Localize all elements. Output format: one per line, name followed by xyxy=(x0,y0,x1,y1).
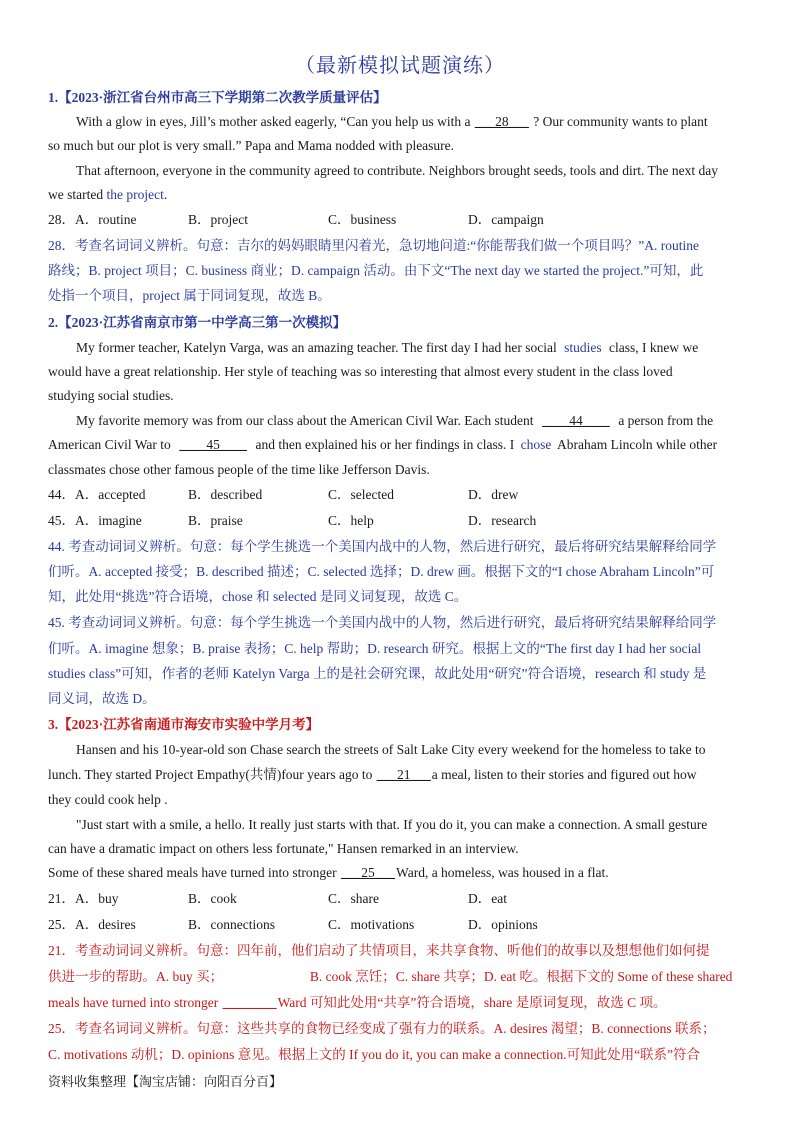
footer-note: 资料收集整理【淘宝店铺：向阳百分百】 xyxy=(48,1074,283,1089)
highlighted-word: chose xyxy=(520,437,552,452)
q1-passage-line: That afternoon, everyone in the community agreed to contribute. Neighbors brought seeds, tools and dirt. The next day xyxy=(76,163,718,178)
answer-text: B. cook 烹饪；C. share 共享；D. eat 吃。根据下文的 Some of these shared xyxy=(309,969,733,984)
answer-28-line: 处指一个项目，project 属于同词复现，故选 B。 xyxy=(48,288,331,303)
answer-text: meals have turned into stronger xyxy=(48,995,219,1010)
answer-21-line xyxy=(48,994,666,1012)
option-44-b: B．described xyxy=(188,487,263,502)
option-28-b: B．project xyxy=(188,212,248,227)
option-21-a: 21．A．buy xyxy=(48,891,119,906)
q2-passage-line: classmates chose other famous people of the time like Jefferson Davis. xyxy=(48,462,430,477)
answer-45-line: studies class”可知，作者的老师 Katelyn Varga 上的是社会研究课，故此处用“研究”符合语境，research 和 study 是 xyxy=(48,666,707,681)
option-45-d: D．research xyxy=(468,513,537,528)
blank-21: ___21___ xyxy=(376,767,431,782)
answer-44-line: 44. 考查动词词义辨析。句意：每个学生挑选一个美国内战中的人物，然后进行研究，最后将研究结果解释给同学 xyxy=(48,539,717,554)
blank-45: ____45____ xyxy=(179,437,247,452)
answer-21-line xyxy=(48,968,732,986)
option-25-d: D．opinions xyxy=(468,917,538,932)
q3-passage-line xyxy=(48,864,609,882)
q2-source: 2.【2023·江苏省南京市第一中学高三第一次模拟】 xyxy=(48,315,347,330)
q3-passage-line: Hansen and his 10-year-old son Chase search the streets of Salt Lake City every weekend for the homeless to take to xyxy=(76,742,706,757)
option-45-a: 45．A．imagine xyxy=(48,513,142,528)
q3-passage-line: they could cook help . xyxy=(48,792,168,807)
option-28-d: D．campaign xyxy=(468,212,544,227)
blank-25: ___25___ xyxy=(341,865,396,880)
passage-text: a person from the xyxy=(618,413,714,428)
answer-blank: ________ xyxy=(222,995,277,1010)
answer-text: Ward 可知此处用“共享”符合语境，share 是原词复现，故选 C 项。 xyxy=(277,995,667,1010)
answer-text: 供进一步的帮助。A. buy 买； xyxy=(48,969,224,984)
q2-passage-line xyxy=(76,412,713,430)
answer-45-line: 45. 考查动词词义辨析。句意：每个学生挑选一个美国内战中的人物，然后进行研究，最后将研究结果解释给同学 xyxy=(48,615,717,630)
option-21-d: D．eat xyxy=(468,891,507,906)
passage-text: class, I knew we xyxy=(609,340,699,355)
option-25-b: B．connections xyxy=(188,917,275,932)
passage-text: My former teacher, Katelyn Varga, was an amazing teacher. The first day I had her social xyxy=(76,340,557,355)
passage-text: Some of these shared meals have turned into stronger xyxy=(48,865,337,880)
answer-21-line: 21．考查动词词义辨析。句意：四年前，他们启动了共情项目，来共享食物、听他们的故事以及想想他们如何提 xyxy=(48,943,710,958)
answer-45-line: 们听。A. imagine 想象；B. praise 表扬；C. help 帮助；D. research 研究。根据上文的“The first day I had her social xyxy=(48,641,702,656)
passage-text: and then explained his or her findings in class. I xyxy=(255,437,515,452)
passage-text: Abraham Lincoln while other xyxy=(556,437,718,452)
q2-passage-line xyxy=(48,436,717,454)
option-28-c: C．business xyxy=(328,212,397,227)
highlighted-word: the project xyxy=(106,187,164,202)
passage-text: a meal, listen to their stories and figured out how xyxy=(431,767,697,782)
passage-text: Ward, a homeless, was housed in a flat. xyxy=(396,865,609,880)
q3-passage-line xyxy=(48,766,696,784)
passage-text: American Civil War to xyxy=(48,437,171,452)
page-title: （最新模拟试题演练） xyxy=(295,55,505,77)
passage-text: . xyxy=(163,187,168,202)
option-25-a: 25．A．desires xyxy=(48,917,136,932)
answer-28-line: 路线；B. project 项目；C. business 商业；D. campaign 活动。由下文“The next day we started the project.”可知，此 xyxy=(48,263,704,278)
option-25-c: C．motivations xyxy=(328,917,415,932)
answer-44-line: 知，此处用“挑选”符合语境，chose 和 selected 是同义词复现，故选 C。 xyxy=(48,589,468,604)
answer-25-line: C. motivations 动机；D. opinions 意见。根据上文的 If you do it, you can make a connection.可知此处用“联系”符合 xyxy=(48,1047,701,1062)
q2-passage-line xyxy=(76,339,698,357)
passage-text: lunch. They started Project Empathy(共情)four years ago to xyxy=(48,767,373,782)
q1-passage-line xyxy=(76,113,708,131)
q2-passage-line: studying social studies. xyxy=(48,388,174,403)
passage-text: My favorite memory was from our class about the American Civil War. Each student xyxy=(76,413,534,428)
answer-25-line: 25．考查名词词义辨析。句意：这些共享的食物已经变成了强有力的联系。A. desires 渴望；B. connections 联系； xyxy=(48,1021,716,1036)
option-44-c: C．selected xyxy=(328,487,394,502)
option-21-b: B．cook xyxy=(188,891,237,906)
answer-28-line: 28．考查名词词义辨析。句意：吉尔的妈妈眼睛里闪着光，急切地问道:“你能帮我们做一个项目吗？”A. routine xyxy=(48,238,699,253)
q1-source: 1.【2023·浙江省台州市高三下学期第二次教学质量评估】 xyxy=(48,90,387,105)
option-45-c: C．help xyxy=(328,513,374,528)
option-45-b: B．praise xyxy=(188,513,243,528)
option-21-c: C．share xyxy=(328,891,379,906)
blank-28: ___28___ xyxy=(474,114,529,129)
option-44-d: D．drew xyxy=(468,487,519,502)
q1-passage-line xyxy=(48,186,167,204)
q3-passage-line: "Just start with a smile, a hello. It really just starts with that. If you do it, you can make a connection. A small gesture xyxy=(76,817,708,832)
q1-passage-line: so much but our plot is very small.” Papa and Mama nodded with pleasure. xyxy=(48,138,455,153)
option-28-a: 28．A．routine xyxy=(48,212,137,227)
blank-44: ____44____ xyxy=(542,413,610,428)
passage-text: With a glow in eyes, Jill’s mother asked eagerly, “Can you help us with a xyxy=(76,114,471,129)
passage-text: we started xyxy=(48,187,104,202)
answer-44-line: 们听。A. accepted 接受；B. described 描述；C. selected 选择；D. drew 画。根据下文的“I chose Abraham Lincoln”可 xyxy=(48,564,715,579)
q3-source: 3.【2023·江苏省南通市海安市实验中学月考】 xyxy=(48,717,320,732)
passage-text: ? Our community wants to plant xyxy=(533,114,708,129)
q3-passage-line: can have a dramatic impact on others less fortunate," Hansen remarked in an interview. xyxy=(48,841,519,856)
option-44-a: 44．A．accepted xyxy=(48,487,146,502)
highlighted-word: studies xyxy=(564,340,602,355)
answer-45-line: 同义词，故选 D。 xyxy=(48,691,156,706)
q2-passage-line: would have a great relationship. Her style of teaching was so interesting that almost every student in the class loved xyxy=(48,364,673,379)
